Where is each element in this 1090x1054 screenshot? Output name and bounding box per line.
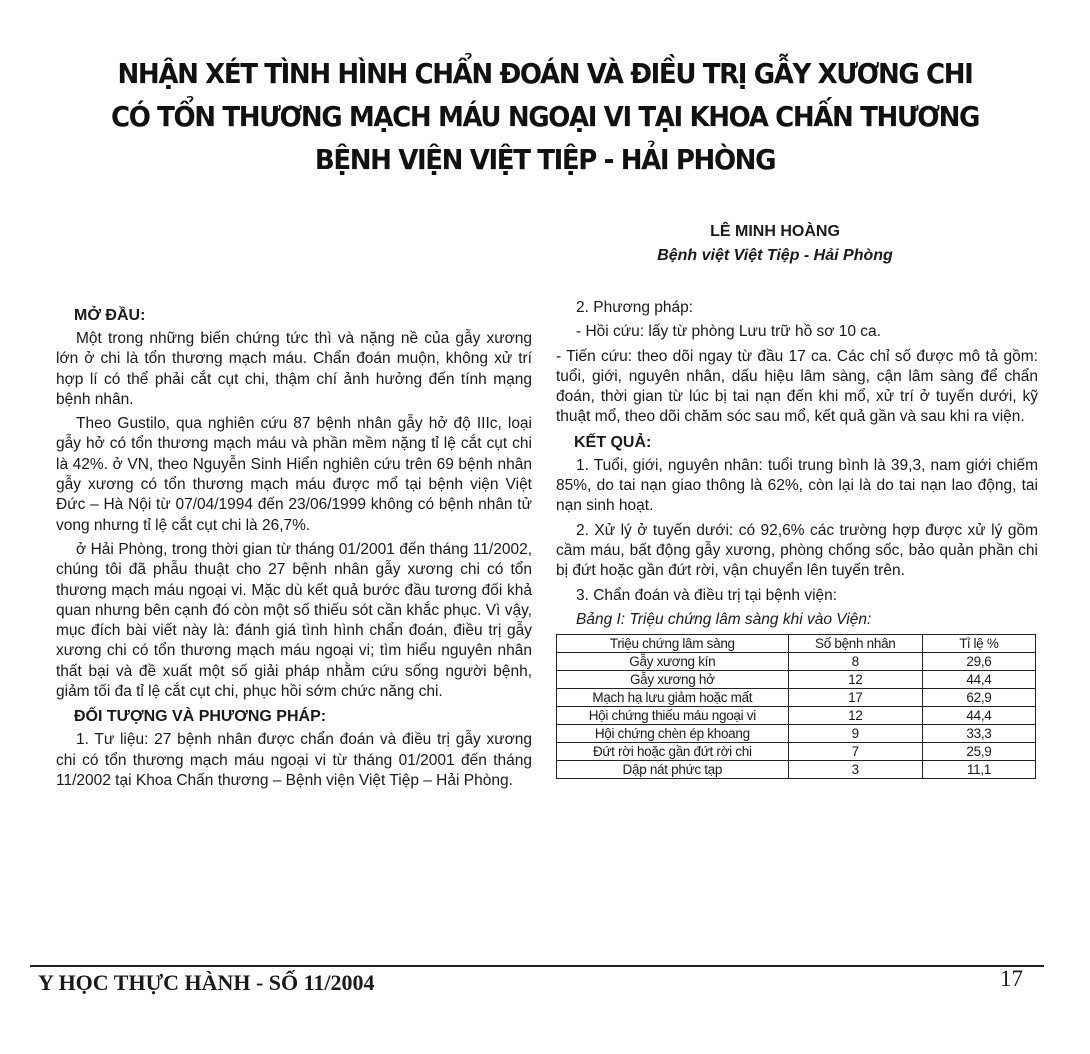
table-cell-symptom: Gẫy xương hở <box>557 671 789 689</box>
author-name: LÊ MINH HOÀNG <box>710 223 840 240</box>
methods-paragraph: 1. Tư liệu: 27 bệnh nhân được chẩn đoán và điều trị gẫy xương chi có tổn thương mạch máu ngoại vi từ tháng 01/2001 đến tháng 11/2002 tại Khoa Chấn thương – Bệnh viện Việt Tiệp – Hải Phòng. <box>56 731 532 789</box>
table-cell-percent: 44,4 <box>922 707 1035 725</box>
right-column <box>556 298 1038 779</box>
table-row <box>557 671 1036 689</box>
title-line-1: NHẬN XÉT TÌNH HÌNH CHẨN ĐOÁN VÀ ĐIỀU TRỊ GẪY XƯƠNG CHI <box>117 57 973 90</box>
title-line-2: CÓ TỔN THƯƠNG MẠCH MÁU NGOẠI VI TẠI KHOA CHẤN THƯƠNG <box>111 100 979 133</box>
page-number: 17 <box>1000 966 1023 991</box>
table-cell-patients: 3 <box>788 761 922 779</box>
table-header-row <box>557 635 1036 653</box>
table-row <box>557 743 1036 761</box>
intro-heading: MỞ ĐẦU: <box>74 307 146 324</box>
footer-divider <box>30 965 1044 967</box>
table-cell-symptom: Mạch hạ lưu giảm hoặc mất <box>557 689 789 707</box>
result-3: 3. Chẩn đoán và điều trị tại bệnh viện: <box>576 586 838 604</box>
retrospective-text: - Hồi cứu: lấy từ phòng Lưu trữ hồ sơ 10 ca. <box>576 323 881 341</box>
intro-paragraph-3: ở Hải Phòng, trong thời gian từ tháng 01/2001 đến tháng 11/2002, chúng tôi đã phẫu thuật cho 27 bệnh nhân gẫy xương chi có tổn thương mạch máu ngoại vi. Mặc dù kết quả bước đầu tương đối khả quan nhưng bên cạnh đó còn một số thiếu sót cần khắc phục. Vì vậy, mục đích bài viết này là: đánh giá tình hình chẩn đoán, điều trị gẫy xương chi có tổn thương mạch máu ngoại vi; tìm hiểu nguyên nhân thất bại và đề xuất một số giải pháp nhằm cứu sống người bệnh, giảm tối đa tỉ lệ cắt cụt chi, phục hồi sớm chức năng chi. <box>56 540 532 701</box>
methods-heading: ĐỐI TƯỢNG VÀ PHƯƠNG PHÁP: <box>74 708 327 726</box>
table-cell-symptom: Đứt rời hoặc gần đứt rời chi <box>557 743 789 761</box>
table-cell-symptom: Dập nát phức tạp <box>557 761 789 779</box>
title-line-3: BỆNH VIỆN VIỆT TIỆP - HẢI PHÒNG <box>314 143 776 176</box>
table-row <box>557 707 1036 725</box>
results-heading: KẾT QUẢ: <box>574 433 652 451</box>
table-cell-symptom: Gẫy xương kín <box>557 653 789 671</box>
table-cell-symptom: Hội chứng chèn ép khoang <box>557 725 789 743</box>
left-column <box>56 303 532 795</box>
intro-paragraph-1: Một trong những biến chứng tức thì và nặng nề của gẫy xương lớn ở chi là tổn thương mạch máu. Chẩn đoán muộn, không xử trí hợp lí có thể phải cắt cụt chi, thậm chí ảnh hưởng đến tính mạng bệnh nhân. <box>56 330 532 408</box>
table-caption: Bảng I: Triệu chứng lâm sàng khi vào Viện: <box>576 610 872 628</box>
author-affiliation: Bệnh việt Việt Tiệp - Hải Phòng <box>657 247 893 264</box>
table-cell-percent: 25,9 <box>922 743 1035 761</box>
table-header-patients: Số bệnh nhân <box>788 635 922 653</box>
table-header-symptom: Triệu chứng lâm sàng <box>557 635 789 653</box>
method-title: 2. Phương pháp: <box>576 299 694 316</box>
table-cell-percent: 62,9 <box>922 689 1035 707</box>
table-row <box>557 761 1036 779</box>
table-row <box>557 725 1036 743</box>
table-cell-patients: 12 <box>788 707 922 725</box>
symptoms-table <box>556 634 1036 779</box>
intro-paragraph-2: Theo Gustilo, qua nghiên cứu 87 bệnh nhân gẫy hở độ IIIc, loại gẫy hở có tổn thương mạch máu và phần mềm nặng tỉ lệ cắt cụt chi là 42%. ở VN, theo Nguyễn Sinh Hiển nghiên cứu trên 69 bệnh nhân gẫy xương có tổn thương mạch máu được mổ tại bệnh viện Việt Đức – Hà Nội từ 07/04/1994 đến 23/06/1999 không có bệnh nhân tử vong nhưng tỉ lệ cắt cụt chi là 26,7%. <box>56 415 532 534</box>
result-1: 1. Tuổi, giới, nguyên nhân: tuổi trung bình là 39,3, nam giới chiếm 85%, do tai nạn giao thông là 62%, còn lại là do tai nạn lao động, tai nạn sinh hoạt. <box>556 456 1038 515</box>
result-2: 2. Xử lý ở tuyến dưới: có 92,6% các trường hợp được xử lý gồm cầm máu, bất động gẫy xương, phòng chống sốc, bảo quản phần chi bị đứt hoặc gần đứt rời, vận chuyển lên tuyến trên. <box>556 521 1038 580</box>
table-cell-percent: 29,6 <box>922 653 1035 671</box>
table-cell-patients: 7 <box>788 743 922 761</box>
prospective-text: - Tiến cứu: theo dõi ngay từ đầu 17 ca. Các chỉ số được mô tả gồm: tuổi, giới, nguyên nhân, dấu hiệu lâm sàng, cận lâm sàng để chẩn đoán, thời gian từ lúc bị tai nạn đến khi mổ, xử trí ở tuyến dưới, kỹ thuật mổ, theo dõi chăm sóc sau mổ, kết quả gần và sau khi ra viện. <box>556 347 1038 426</box>
table-cell-patients: 9 <box>788 725 922 743</box>
article-title <box>75 52 1014 181</box>
table-cell-patients: 8 <box>788 653 922 671</box>
table-row <box>557 653 1036 671</box>
table-cell-patients: 12 <box>788 671 922 689</box>
table-cell-percent: 33,3 <box>922 725 1035 743</box>
author-block <box>560 220 990 268</box>
table-row <box>557 689 1036 707</box>
journal-name: Y HỌC THỰC HÀNH - SỐ 11/2004 <box>38 970 375 995</box>
table-cell-patients: 17 <box>788 689 922 707</box>
table-header-percent: Tỉ lệ % <box>922 635 1035 653</box>
table-cell-percent: 11,1 <box>922 761 1035 779</box>
table-cell-percent: 44,4 <box>922 671 1035 689</box>
table-cell-symptom: Hội chứng thiếu máu ngoại vi <box>557 707 789 725</box>
